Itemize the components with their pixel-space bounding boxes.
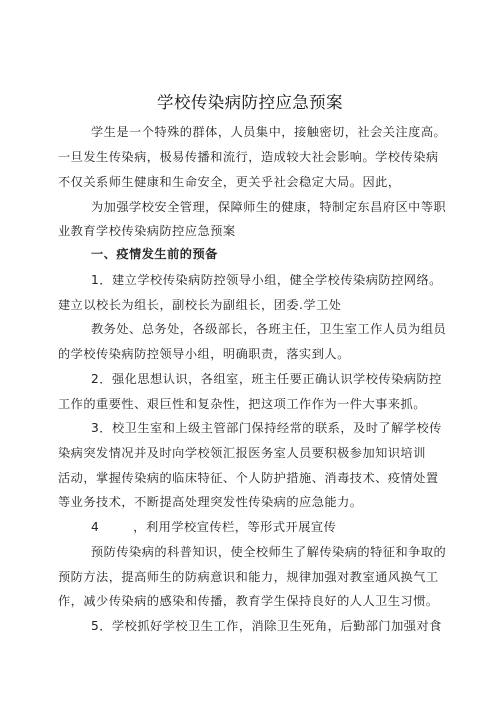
paragraph-line: 染病突发情况并及时向学校领汇报医务室人员要积极参加知识培训 bbox=[58, 446, 426, 460]
section-heading: 一、疫情发生前的预备 bbox=[91, 247, 218, 261]
paragraph-line: 等业务技术，不断提高处理突发性传染病的应急能力。 bbox=[58, 495, 363, 509]
paragraph-line: 活动，掌握传染病的临床特征、个人防护措施、消毒技术、疫情处置 bbox=[58, 471, 439, 485]
paragraph-line: 2．强化思想认识，各组室，班主任要正确认识学校传染病防控 bbox=[91, 372, 442, 386]
paragraph-line bbox=[91, 519, 458, 535]
paragraph-line: 不仅关系师生健康和生命安全，更关乎社会稳定大局。因此， bbox=[58, 175, 401, 189]
paragraph-line: 作，减少传染病的感染和传播，教育学生保持良好的人人卫生习惯。 bbox=[58, 594, 439, 608]
paragraph-line: 1．建立学校传染病防控领导小组，健全学校传染病防控网络。 bbox=[91, 273, 442, 287]
paragraph-line: 3．校卫生室和上级主管部门保持经常的联系，及时了解学校传 bbox=[91, 421, 442, 435]
paragraph-line: 预防传染病的科普知识，使全校师生了解传染病的特征和争取的 bbox=[91, 545, 447, 559]
item-number: 4 bbox=[91, 520, 100, 534]
paragraph-line: 教务处、总务处，各级部长，各班主任，卫生室工作人员为组员 bbox=[91, 322, 447, 336]
paragraph-line: 建立以校长为组长，副校长为副组长，团委.学工处 bbox=[58, 298, 342, 312]
paragraph-line: 业教育学校传染病防控应急预案 bbox=[58, 224, 236, 238]
paragraph-line: 为加强学校安全管理，保障师生的健康，特制定东昌府区中等职 bbox=[91, 200, 447, 214]
paragraph-line: 一旦发生传染病，极易传播和流行，造成较大社会影响。学校传染病 bbox=[58, 150, 439, 164]
paragraph-line: 5．学校抓好学校卫生工作，消除卫生死角，后勤部门加强对食 bbox=[91, 619, 442, 633]
item-text: ，利用学校宣传栏，等形式开展宣传 bbox=[133, 520, 337, 534]
paragraph-line: 工作的重要性、艰巨性和复杂性，把这项工作作为一件大事来抓。 bbox=[58, 397, 426, 411]
paragraph-line: 预防方法，提高师生的防病意识和能力，规律加强对教室通风换气工 bbox=[58, 570, 439, 584]
document-title: 学校传染病防控应急预案 bbox=[157, 93, 343, 112]
paragraph-line: 学生是一个特殊的群体，人员集中，接触密切，社会关注度高。 bbox=[91, 125, 447, 139]
paragraph-line: 的学校传染病防控领导小组，明确职责，落实到人。 bbox=[58, 347, 350, 361]
